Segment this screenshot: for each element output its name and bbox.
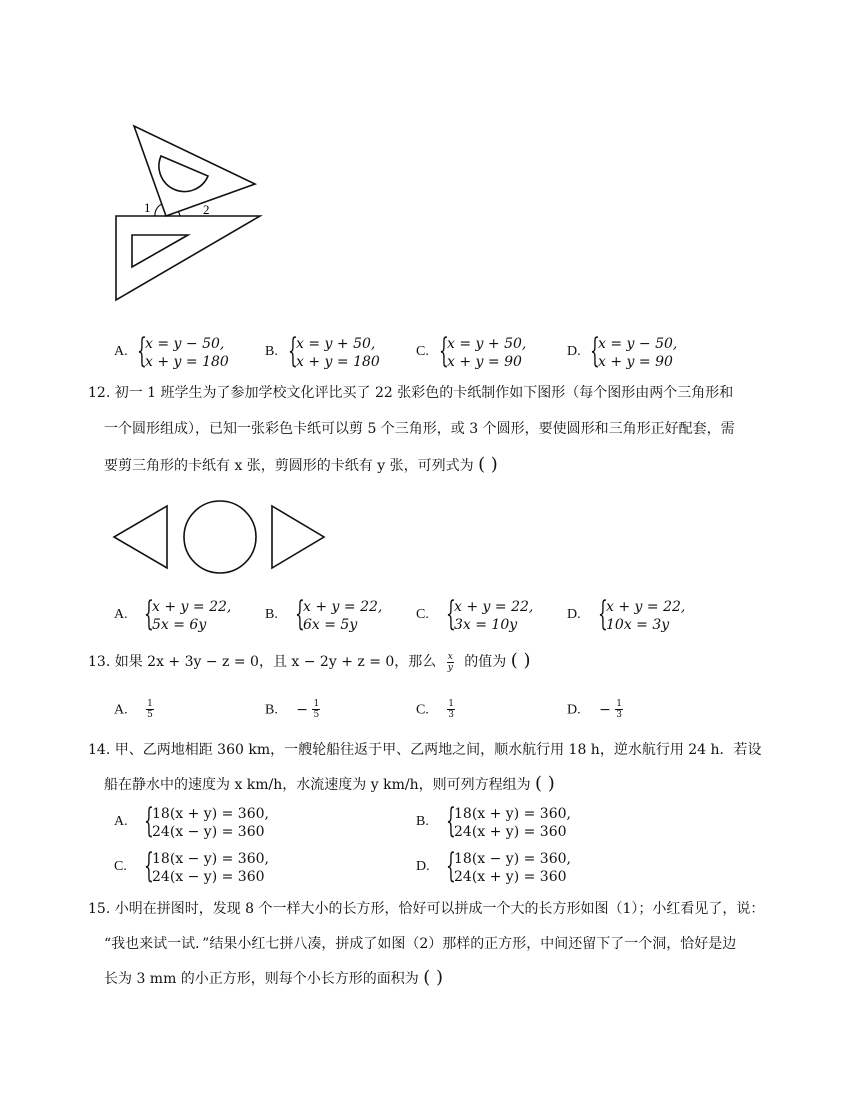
q13-option-c-frac	[447, 699, 455, 720]
q11-option-c-letter: C.	[416, 344, 429, 359]
q14-answer-paren[interactable]: ( )	[535, 773, 555, 794]
q13-option-a[interactable]	[114, 699, 154, 721]
q11-option-d-eq2: x + y = 90	[598, 354, 673, 370]
q12-option-b[interactable]: { x + y = 22, 6x = 5y	[295, 594, 383, 634]
q13-option-a-frac	[146, 699, 154, 720]
q13-option-d-den: 3	[616, 710, 622, 720]
q12-option-d[interactable]: { x + y = 22, 10x = 3y	[598, 594, 686, 634]
angle-label-1: 1	[144, 200, 151, 215]
q13-fraction	[447, 652, 454, 673]
q13-option-d-num: 1	[616, 699, 622, 709]
q14-option-b[interactable]: { 18(x + y) = 360, 24(x + y) = 360	[446, 801, 571, 841]
q12-option-c-eq2: 3x = 10y	[454, 617, 518, 633]
q12-option-a-letter: A.	[114, 607, 128, 622]
q15-answer-paren[interactable]: ( )	[423, 967, 444, 988]
q11-option-a-eq2: x + y = 180	[145, 354, 229, 370]
q14-line-2-text: 船在静水中的速度为 x km/h，水流速度为 y km/h，则可列方程组为	[104, 777, 531, 793]
q11-option-a[interactable]: { x = y − 50, x + y = 180	[137, 331, 229, 371]
q12-option-b-eq1: x + y = 22,	[303, 599, 383, 615]
q13-frac-den: y	[447, 662, 453, 673]
q12-line-3	[104, 455, 498, 476]
q12-option-c-eq1: x + y = 22,	[454, 599, 534, 615]
q11-option-b-letter: B.	[265, 344, 278, 359]
q14-line-1: 14. 甲、乙两地相距 360 km，一艘轮船往返于甲、乙两地之间，顺水航行用 18 h，逆水航行用 24 h．若设	[88, 742, 762, 758]
q13-line	[88, 651, 531, 673]
q12-option-d-eq1: x + y = 22,	[606, 599, 686, 615]
q11-option-b-eq2: x + y = 180	[296, 354, 380, 370]
q13-option-b-frac	[312, 699, 320, 720]
q11-option-d-eq1: x = y − 50,	[598, 336, 678, 352]
q14-option-b-eq2: 24(x + y) = 360	[454, 824, 567, 840]
q13-option-a-den: 5	[147, 710, 153, 720]
q14-option-d-letter: D.	[416, 859, 430, 874]
set-squares-figure	[110, 120, 270, 305]
q12-option-a[interactable]: { x + y = 22, 5x = 6y	[144, 594, 232, 634]
q13-option-c-num: 1	[448, 699, 455, 709]
q13-option-d[interactable]	[567, 699, 623, 721]
lower-triangle	[116, 216, 260, 300]
q12-option-b-eq2: 6x = 5y	[303, 617, 358, 633]
q11-option-d-letter: D.	[567, 344, 581, 359]
q11-option-d[interactable]: { x = y − 50, x + y = 90	[590, 331, 678, 371]
q14-line-2	[104, 774, 555, 795]
q11-option-b-eq1: x = y + 50,	[296, 336, 376, 352]
q14-option-b-letter: B.	[416, 814, 429, 829]
right-triangle	[272, 506, 324, 568]
q14-option-a-eq1: 18(x + y) = 360,	[152, 806, 269, 822]
q15-line-3	[104, 968, 443, 989]
q13-option-c-letter: C.	[416, 702, 429, 718]
shapes-figure	[110, 498, 330, 576]
q13-option-d-letter: D.	[567, 702, 581, 718]
q13-option-a-num: 1	[147, 699, 153, 709]
q15-line-1: 15. 小明在拼图时，发现 8 个一样大小的长方形，恰好可以拼成一个大的长方形如图（1）；小红看见了，说：	[88, 901, 765, 917]
q13-suffix: 的值为	[464, 654, 507, 670]
q12-option-c-letter: C.	[416, 607, 429, 622]
q11-option-b[interactable]: { x = y + 50, x + y = 180	[288, 331, 380, 371]
q13-prefix: 13. 如果 2x + 3y − z = 0，且 x − 2y + z = 0，那么	[88, 654, 437, 670]
q14-option-c-eq2: 24(x − y) = 360	[152, 869, 265, 885]
q11-option-c[interactable]: { x = y + 50, x + y = 90	[439, 331, 527, 371]
q12-option-d-eq2: 10x = 3y	[606, 617, 670, 633]
q15-line-2: “我也来试一试．”结果小红七拼八凑，拼成了如图（2）那样的正方形，中间还留下了一个洞，恰好是边	[104, 936, 737, 952]
q12-option-c[interactable]: { x + y = 22, 3x = 10y	[446, 594, 534, 634]
q13-option-d-frac	[615, 699, 623, 720]
q12-option-a-eq1: x + y = 22,	[152, 599, 232, 615]
q14-option-c-letter: C.	[114, 859, 127, 874]
q12-line-3-text: 要剪三角形的卡纸有 x 张，剪圆形的卡纸有 y 张，可列式为	[104, 458, 474, 474]
q13-answer-paren[interactable]: ( )	[510, 650, 531, 671]
q12-option-b-letter: B.	[265, 607, 278, 622]
angle-label-2: 2	[203, 202, 210, 217]
q14-option-d-eq1: 18(x − y) = 360,	[454, 851, 571, 867]
q13-option-d-sign: −	[599, 701, 611, 718]
q12-option-a-eq2: 5x = 6y	[152, 617, 207, 633]
q14-option-c-eq1: 18(x − y) = 360,	[152, 851, 269, 867]
q11-option-c-eq1: x = y + 50,	[447, 336, 527, 352]
q14-option-a-eq2: 24(x − y) = 360	[152, 824, 265, 840]
q12-option-d-letter: D.	[567, 607, 581, 622]
q13-option-b[interactable]	[265, 699, 320, 721]
q12-line-2: 一个圆形组成），已知一张彩色卡纸可以剪 5 个三角形，或 3 个圆形，要使圆形和三角形正好配套，需	[104, 421, 735, 437]
q13-option-c-den: 3	[448, 710, 455, 720]
q11-option-a-eq1: x = y − 50,	[145, 336, 225, 352]
q14-option-a-letter: A.	[114, 814, 128, 829]
q14-option-a[interactable]: { 18(x + y) = 360, 24(x − y) = 360	[144, 801, 269, 841]
q13-option-b-den: 5	[313, 710, 320, 720]
left-triangle	[114, 506, 167, 568]
q13-option-a-letter: A.	[114, 702, 128, 718]
q12-line-1: 12. 初一 1 班学生为了参加学校文化评比买了 22 张彩色的卡纸制作如下图形（每个图形由两个三角形和	[88, 385, 734, 401]
q13-option-b-num: 1	[313, 699, 320, 709]
angle-arc-1	[155, 204, 162, 216]
circle-shape	[184, 501, 256, 573]
q13-frac-num: x	[447, 651, 453, 662]
q13-option-b-letter: B.	[265, 702, 278, 718]
q13-option-b-sign: −	[296, 701, 309, 718]
q15-line-3-text: 长为 3 mm 的小正方形，则每个小长方形的面积为	[104, 971, 419, 987]
q14-option-d-eq2: 24(x + y) = 360	[454, 869, 567, 885]
q14-option-b-eq1: 18(x + y) = 360,	[454, 806, 571, 822]
q11-option-c-eq2: x + y = 90	[447, 354, 522, 370]
q13-option-c[interactable]	[416, 699, 455, 721]
q12-answer-paren[interactable]: ( )	[478, 454, 498, 475]
q14-option-c[interactable]: { 18(x − y) = 360, 24(x − y) = 360	[144, 846, 269, 886]
q11-option-a-letter: A.	[114, 344, 128, 359]
q14-option-d[interactable]: { 18(x − y) = 360, 24(x + y) = 360	[446, 846, 571, 886]
semicircle-cutout	[159, 156, 208, 192]
